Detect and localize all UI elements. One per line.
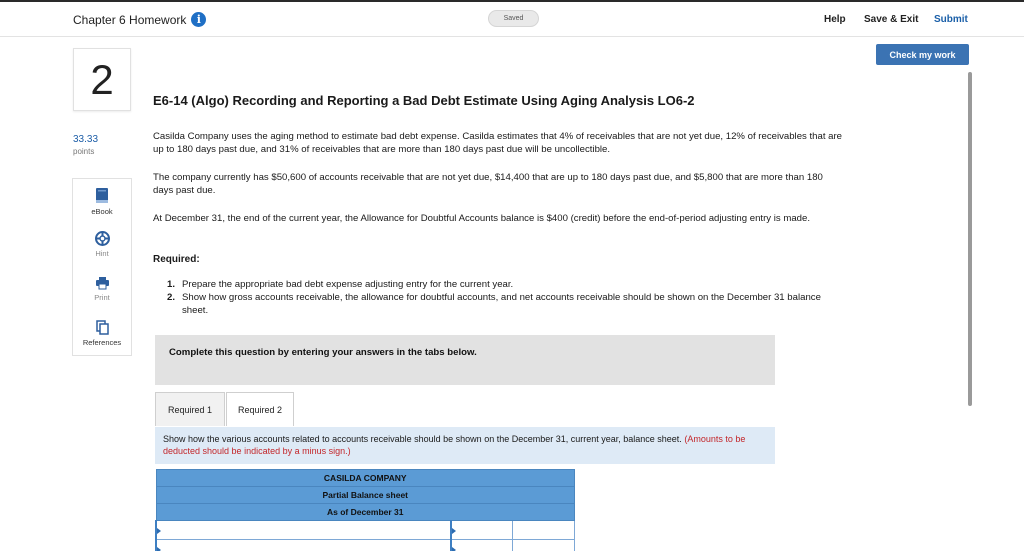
instruction-text: Show how the various accounts related to accounts receivable should be shown on the December 31, current year, balance sheet. [163, 434, 682, 444]
help-link[interactable]: Help [824, 14, 846, 25]
amount-input[interactable] [451, 540, 513, 551]
requirement-text: Show how gross accounts receivable, the allowance for doubtful accounts, and net accounts receivable should be shown on the December 31 balance sheet. [182, 292, 821, 316]
total-input[interactable] [513, 521, 575, 540]
references-label: References [82, 338, 122, 347]
copy-icon [96, 320, 109, 335]
references-tool[interactable] [73, 320, 131, 360]
submit-link[interactable]: Submit [934, 14, 968, 25]
chapter-title[interactable] [73, 12, 206, 27]
question-title: E6-14 (Algo) Recording and Reporting a Bad Debt Estimate Using Aging Analysis LO6-2 [153, 93, 695, 108]
ebook-label: eBook [91, 207, 113, 216]
print-tool[interactable] [73, 276, 131, 316]
table-row [156, 521, 575, 540]
tab-required-1[interactable]: Required 1 [155, 392, 225, 426]
required-heading: Required: [153, 254, 200, 265]
amount-input[interactable] [451, 521, 513, 540]
hint-tool[interactable] [73, 231, 131, 271]
saved-status-badge: Saved [488, 10, 539, 27]
lifebuoy-icon [95, 231, 110, 246]
points-value: 33.33 [73, 134, 99, 145]
points-label: points [73, 147, 95, 156]
tab-required-2[interactable]: Required 2 [226, 392, 294, 426]
check-my-work-button[interactable]: Check my work [876, 44, 969, 65]
complete-prompt-box [155, 335, 775, 385]
dropdown-marker-icon [157, 528, 161, 534]
question-paragraph-1: Casilda Company uses the aging method to estimate bad debt expense. Casilda estimates that 4% of receivables that are not yet due, 12% of receivables that are up to 180 days past due, and 31% of receivables that are more than 180 days past due will be uncollectible. [153, 131, 843, 155]
top-header [0, 0, 1024, 37]
page-scrollbar[interactable] [968, 72, 972, 406]
ebook-tool[interactable] [73, 187, 131, 227]
question-paragraph-3: At December 31, the end of the current year, the Allowance for Doubtful Accounts balance is $400 (credit) before the end-of-period adjusting entry is made. [153, 213, 811, 224]
requirement-number: 1. [167, 279, 176, 290]
instruction-note: (Amounts to be deducted should be indicated by a minus sign.) [163, 434, 746, 456]
printer-icon [95, 276, 110, 290]
requirement-item [167, 292, 843, 317]
company-name: CASILDA COMPANY [156, 470, 575, 487]
save-exit-link[interactable]: Save & Exit [864, 14, 919, 25]
print-label: Print [94, 293, 110, 302]
hint-label: Hint [95, 249, 109, 258]
tools-panel [72, 178, 132, 356]
dropdown-marker-icon [452, 547, 456, 551]
question-number: 2 [73, 48, 131, 111]
statement-name: Partial Balance sheet [156, 487, 575, 504]
complete-prompt: Complete this question by entering your answers in the tabs below. [169, 347, 477, 358]
chapter-title-text[interactable]: Chapter 6 Homework [73, 12, 187, 27]
info-icon[interactable]: i [191, 12, 206, 27]
requirement-number: 2. [167, 292, 176, 303]
dropdown-marker-icon [157, 547, 161, 551]
statement-date: As of December 31 [156, 504, 575, 521]
account-input[interactable] [156, 521, 451, 540]
question-paragraph-2: The company currently has $50,600 of accounts receivable that are not yet due, $14,400 that are up to 180 days past due, and $5,800 that are more than 180 days past due. [153, 172, 823, 196]
balance-sheet-table [155, 469, 575, 551]
account-input[interactable] [156, 540, 451, 551]
dropdown-marker-icon [452, 528, 456, 534]
table-row [156, 540, 575, 551]
book-icon [95, 187, 109, 204]
total-input[interactable] [513, 540, 575, 551]
requirement-text: Prepare the appropriate bad debt expense adjusting entry for the current year. [182, 279, 514, 290]
requirement-item [167, 279, 843, 292]
instruction-box [155, 427, 775, 464]
